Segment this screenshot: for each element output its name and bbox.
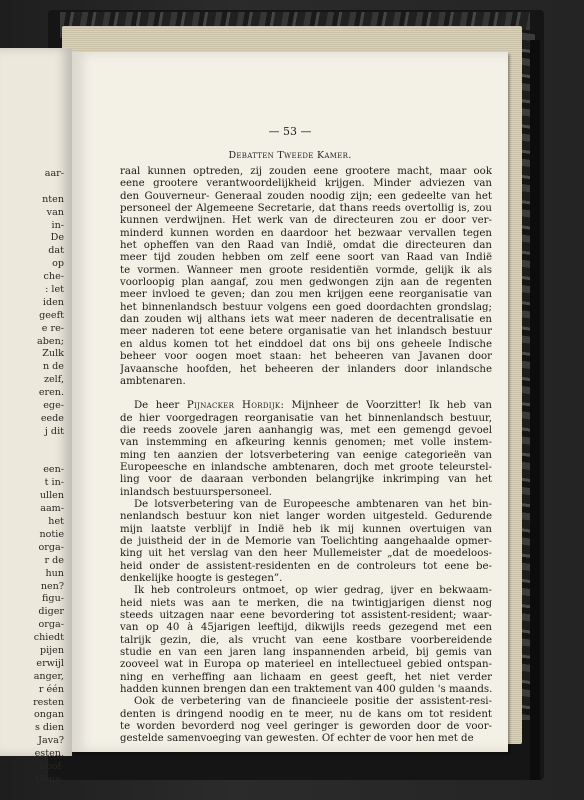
text-line: beheer voor oogen moet staan: het beheeren van Javanen door [120,351,492,363]
text-line: van op 40 à 45jarigen leeftijd, dikwijls reeds gezegend met een [120,622,492,634]
left-page-line: Zulk [42,348,64,360]
left-page-line: notie [39,528,64,540]
left-page-line [0,439,64,452]
text-line: zooveel wat in Europa op materieel en intellectueel gebied ontspan- [120,659,492,671]
text-line: de juistheid der in de Memorie van Toelichting aangehaalde opmer- [120,535,492,547]
left-page-line: che- [43,271,64,283]
left-page-line: figu- [42,593,64,605]
left-page-line: e re- [41,322,64,334]
paragraph-5 [120,696,492,745]
text-line: eene grootere verantwoordelijkheid krijgen. Minder adviezen van [120,178,492,190]
text-line: De heer Pijnacker Hordijk: Mijnheer de Voorzitter! Ik heb van [134,400,492,412]
paragraph-4 [120,585,492,696]
text-line: te vormen. Wanneer men groote residentiën vormde, gelijk ik als [120,264,492,276]
left-page-line: j dit [44,425,64,437]
left-page-line: ongan [34,709,64,721]
text-line: die reeds zoovele jaren aanhangig was, met een gemengd gevoel [120,424,492,436]
left-facing-page [0,48,72,785]
text-line: minderd kunnen worden en daardoor het bezwaar vervallen tegen [120,227,492,239]
right-page [72,52,508,752]
text-line: ambtenaren. [120,375,186,387]
text-line: personeel der Algemeene Secretarie, dat thans reeds overtollig is, zou [120,203,492,215]
text-line: heid onder de assistent-residenten en de controleurs tot eene be- [120,560,492,572]
page-number: — 53 — [268,125,312,138]
left-page-line: iden [42,296,64,308]
paragraph-1 [120,166,492,388]
left-page-line: orga- [38,619,64,631]
left-page-line: nten [42,193,64,205]
left-page-line: Gene- [35,773,64,785]
left-page-line: zelf, [43,374,64,386]
left-page-line: r één [38,683,64,695]
left-page-line: hoof- [39,760,64,772]
cover-spine-edge [530,40,540,780]
left-page-line: aar- [44,168,64,179]
left-page-line: : let [45,284,64,296]
left-page-line: t in- [44,477,64,489]
text-line: van instemming en afkeuring kennis genomen; met volle instem- [120,437,492,449]
left-page-line: r de [44,554,64,566]
left-page-line [0,452,64,465]
left-page-line: resten [33,696,64,708]
text-line: Ook de verbetering van de financieele positie der assistent-resi- [134,696,492,708]
left-page-line: dat [48,245,64,257]
running-head: Debatten Tweede Kamer. [228,150,352,161]
text-line: De lotsverbetering van de Europeesche ambtenaren van het bin- [134,498,492,510]
left-page-line: in- [51,219,64,231]
left-page-line: pijen [39,644,64,656]
left-page-text-fragments [0,168,64,787]
text-line: meer invloed te geven; dan zou men krijgen eene reorganisatie van [120,289,492,301]
left-page-line: geeft [39,309,64,321]
left-page-line: op [52,258,64,270]
text-line: talrijk gezin, die, als vrucht van eene kostbare voorbereidende [120,634,492,646]
paragraph-3 [120,499,492,585]
text-line: te worden bevorderd nog veel geringer is geworden door de voor- [120,721,492,733]
speaker-name: Pijnacker Hordijk [186,400,281,412]
left-page-line: aben; [37,335,64,347]
left-page-line: s dien [34,722,64,734]
text-line: het opheffen van den Raad van Indië, omdat die directeuren dan [120,240,492,252]
text-line: het binnenlandsch bestuur volgens een goed doordachten grondslag; [120,301,492,313]
text-line: en aldus komen tot het einddoel dat ons bij ons geheele Indische [120,338,492,350]
left-page-line: hun [45,567,64,579]
text-line: denkelijke hoogte is gestegen”. [120,573,283,584]
text-line: voorloopig plan aangaf, zou men gedwongen zijn aan de regenten [120,277,492,289]
text-line: raal kunnen optreden, zij zouden eene grootere macht, maar ook [120,166,492,177]
left-page-line: een- [43,464,64,476]
text-line: Ik heb controleurs ontmoet, op wier gedrag, ijver en bekwaam- [134,585,492,597]
text-line: kunnen verdwijnen. Het werk van de directeuren zou er door ver- [120,215,492,227]
text-line: nenlandsch bestuur kon niet langer worden uitgesteld. Gedurende [120,511,492,523]
left-page-line: esten, [34,748,64,760]
text-line: meer naderen tot eene betere organisatie van het inlandsch bestuur [120,326,492,338]
text-line: ling voor de daaraan verbonden belangrijke inkrimping van het [120,474,492,486]
left-page-line: aam- [40,503,64,515]
left-page-line: ege- [43,400,64,412]
left-page-line: van [46,206,64,218]
paragraph-2 [120,400,492,499]
text-line: hadden kunnen brengen dan een traktement van 400 gulden 's maands. [120,684,492,696]
text-line: de hier voorgedragen reorganisatie van het binnenlandsch bestuur, [120,412,492,424]
left-page-line: het [48,516,64,528]
text-line: denten is dringend noodig en te meer, nu de kans om tot resident [120,708,492,720]
left-page-line: orga- [38,541,64,553]
left-page-line: diger [38,606,64,618]
left-page-line: erwijl [36,657,64,669]
text-line: inlandsch bestuurspersoneel. [120,486,272,498]
text-line: ning en verheffing aan lichaam en geest geeft, het niet verder [120,671,492,683]
text-line: den Gouverneur- Generaal zouden noodig zijn; een gedeelte van het [120,190,492,202]
text-line: studie en van een jaren lang inspannenden arbeid, bij gemis van [120,647,492,659]
left-page-line: n de [42,361,64,373]
text-line: mijn laatste verblijf in Indië heb ik mij kunnen overtuigen van [120,523,492,535]
page-body [120,166,492,746]
left-page-line: chiedt [33,632,64,644]
left-page-line: anger, [33,670,64,682]
text-line: Javaansche hoofden, het beheeren der inlanders door inlandsche [120,363,492,375]
text-line: ming ten aanzien der lotsverbetering van eenige categorieën van [120,449,492,461]
left-page-line: eede [40,412,64,424]
left-page-line: Java? [38,735,64,747]
text-line: king uit het verslag van den heer Mullemeister „dat de moedeloos- [120,548,492,560]
text-line: steeds uitzagen naar eene bevordering tot assistent-resident; waar- [120,610,492,622]
left-page-line [0,181,64,194]
text-line: meer tijd zouden hebben om zelf eene soort van Raad van Indië [120,252,492,264]
left-page-line: ullen [39,490,64,502]
text-line: gestelde samenvoeging van gewesten. Of echter de voor hen met de [120,733,474,745]
text-line: heid niets was aan te merken, die na twintigjarigen dienst nog [120,597,492,609]
left-page-line: eren. [38,387,64,399]
left-page-line: De [50,232,64,244]
text-line: Europeesche en inlandsche ambtenaren, doch met groote teleurstel- [120,461,492,473]
left-page-line: nen? [40,580,64,592]
text-line: dan zouden wij althans iets wat meer naderen de decentralisatie en [120,314,492,326]
